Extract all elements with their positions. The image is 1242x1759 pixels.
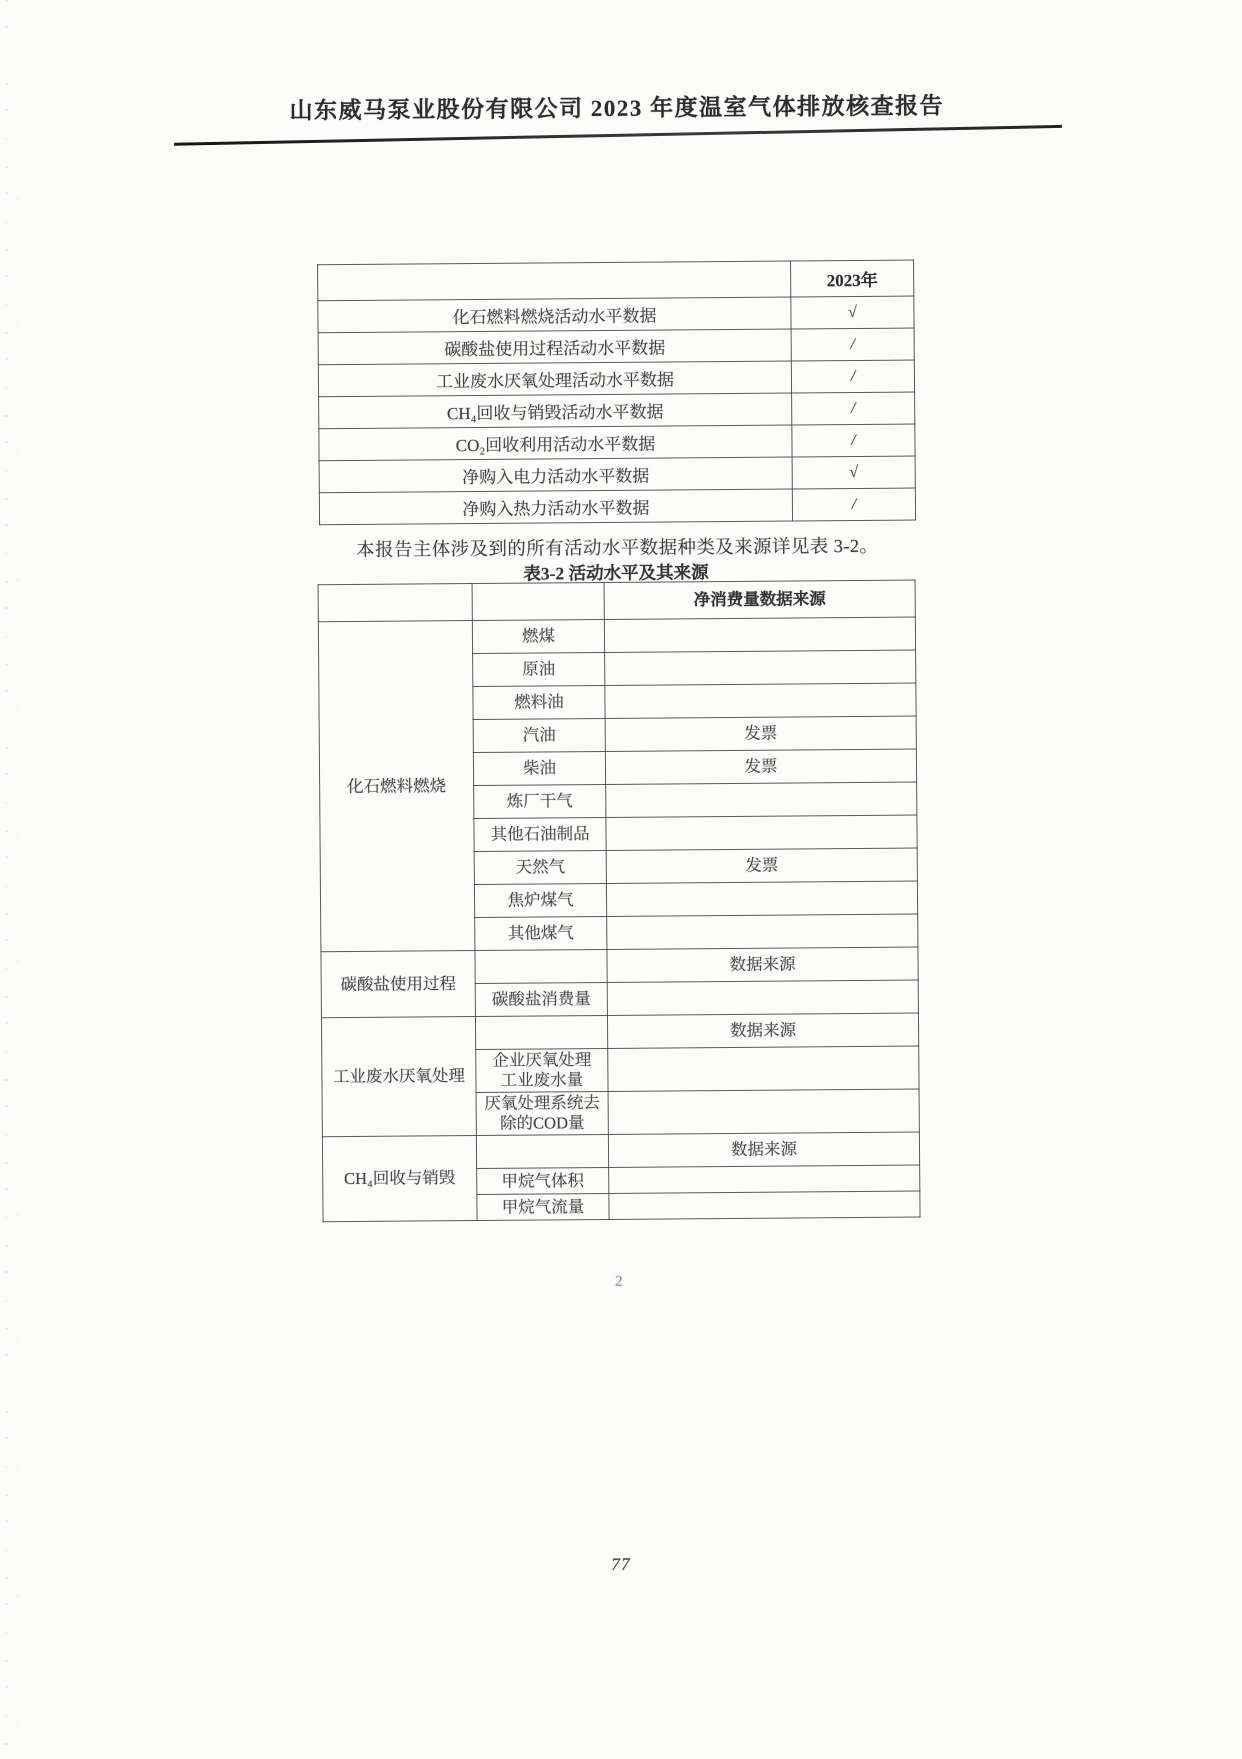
- row-label: CH₄回收与销毁活动水平数据: [319, 393, 792, 429]
- net-consumption-header-cell: 净消费量数据来源: [604, 580, 915, 619]
- item-cell: 柴油: [473, 751, 605, 785]
- table-row: [319, 424, 915, 461]
- source-cell: [607, 914, 918, 949]
- table-row: [319, 488, 915, 525]
- item-cell: 燃煤: [472, 619, 604, 653]
- table-row: [318, 617, 915, 655]
- source-cell: [605, 683, 916, 718]
- source-cell: 发票: [605, 749, 916, 784]
- table-row: [318, 360, 914, 397]
- item-cell: 其他煤气: [475, 916, 607, 950]
- page-number: 77: [611, 1553, 631, 1574]
- item-cell: 企业厌氧处理 工业废水量: [476, 1048, 608, 1092]
- item-cell: [476, 1134, 608, 1168]
- table-3-2-title: 表3-2 活动水平及其来源: [523, 562, 709, 584]
- year-header-cell: 2023年: [791, 260, 914, 297]
- row-label: 净购入热力活动水平数据: [319, 489, 792, 525]
- item-cell: 甲烷气流量: [477, 1193, 609, 1220]
- source-cell: [608, 1089, 919, 1134]
- source-cell: [606, 881, 917, 916]
- table-row: [322, 1132, 919, 1170]
- section-label: 碳酸盐使用过程: [321, 950, 476, 1017]
- table-row: [318, 296, 914, 333]
- stray-page-mark: 2: [614, 1273, 623, 1290]
- empty-header-cell: [318, 584, 472, 622]
- row-label: 工业废水厌氧处理活动水平数据: [318, 361, 791, 397]
- row-value: /: [791, 360, 914, 393]
- source-cell: [607, 980, 918, 1015]
- item-cell: 其他石油制品: [474, 817, 606, 851]
- section-label: 工业废水厌氧处理: [321, 1016, 476, 1136]
- table-row: [319, 456, 915, 493]
- item-cell: 天然气: [474, 850, 606, 884]
- table-header-row: [318, 580, 915, 622]
- row-value: /: [792, 488, 915, 521]
- source-cell: [606, 782, 917, 817]
- row-label: 碳酸盐使用过程活动水平数据: [318, 329, 791, 365]
- item-cell: 焦炉煤气: [474, 883, 606, 917]
- empty-header-cell: [318, 261, 791, 301]
- source-cell: [606, 815, 917, 850]
- table-row: [321, 947, 918, 985]
- source-cell: 数据来源: [608, 1132, 919, 1167]
- page-header-title: 山东威马泵业股份有限公司 2023 年度温室气体排放核查报告: [289, 93, 945, 124]
- source-cell: [605, 650, 916, 685]
- row-label: 净购入电力活动水平数据: [319, 457, 792, 493]
- source-cell: 发票: [605, 716, 916, 751]
- source-cell: [609, 1191, 920, 1219]
- item-cell: [475, 949, 607, 983]
- header-rule: [174, 125, 1062, 145]
- item-cell: 碳酸盐消费量: [475, 982, 607, 1016]
- row-value: √: [792, 456, 915, 489]
- item-cell: 炼厂干气: [474, 784, 606, 818]
- item-cell: 汽油: [473, 718, 605, 752]
- section-label: 化石燃料燃烧: [318, 621, 475, 952]
- row-value: √: [791, 296, 914, 329]
- table-row: [319, 392, 915, 429]
- source-cell: [608, 1046, 919, 1091]
- source-cell: [604, 617, 915, 652]
- activity-source-table: [318, 580, 921, 1223]
- item-cell: [475, 1015, 607, 1049]
- row-label: 化石燃料燃烧活动水平数据: [318, 297, 791, 333]
- table-header-row: [318, 260, 914, 301]
- item-cell: 甲烷气体积: [477, 1167, 609, 1194]
- table-row: [318, 328, 914, 365]
- row-value: /: [792, 424, 915, 457]
- intro-note: 本报告主体涉及到的所有活动水平数据种类及来源详见表 3-2。: [356, 536, 879, 561]
- source-cell: 发票: [606, 848, 917, 883]
- item-cell: 厌氧处理系统去 除的COD量: [476, 1091, 608, 1135]
- row-value: /: [791, 328, 914, 361]
- table-row: [321, 1013, 918, 1051]
- item-cell: 燃料油: [473, 685, 605, 719]
- row-label: CO₂回收利用活动水平数据: [319, 425, 792, 461]
- row-value: /: [792, 392, 915, 425]
- item-cell: 原油: [473, 652, 605, 686]
- empty-header-cell: [472, 582, 604, 620]
- activity-level-table: [317, 260, 916, 526]
- source-cell: [609, 1165, 920, 1193]
- source-cell: 数据来源: [607, 1013, 918, 1048]
- source-cell: 数据来源: [607, 947, 918, 982]
- section-label: CH₄回收与销毁: [322, 1135, 477, 1221]
